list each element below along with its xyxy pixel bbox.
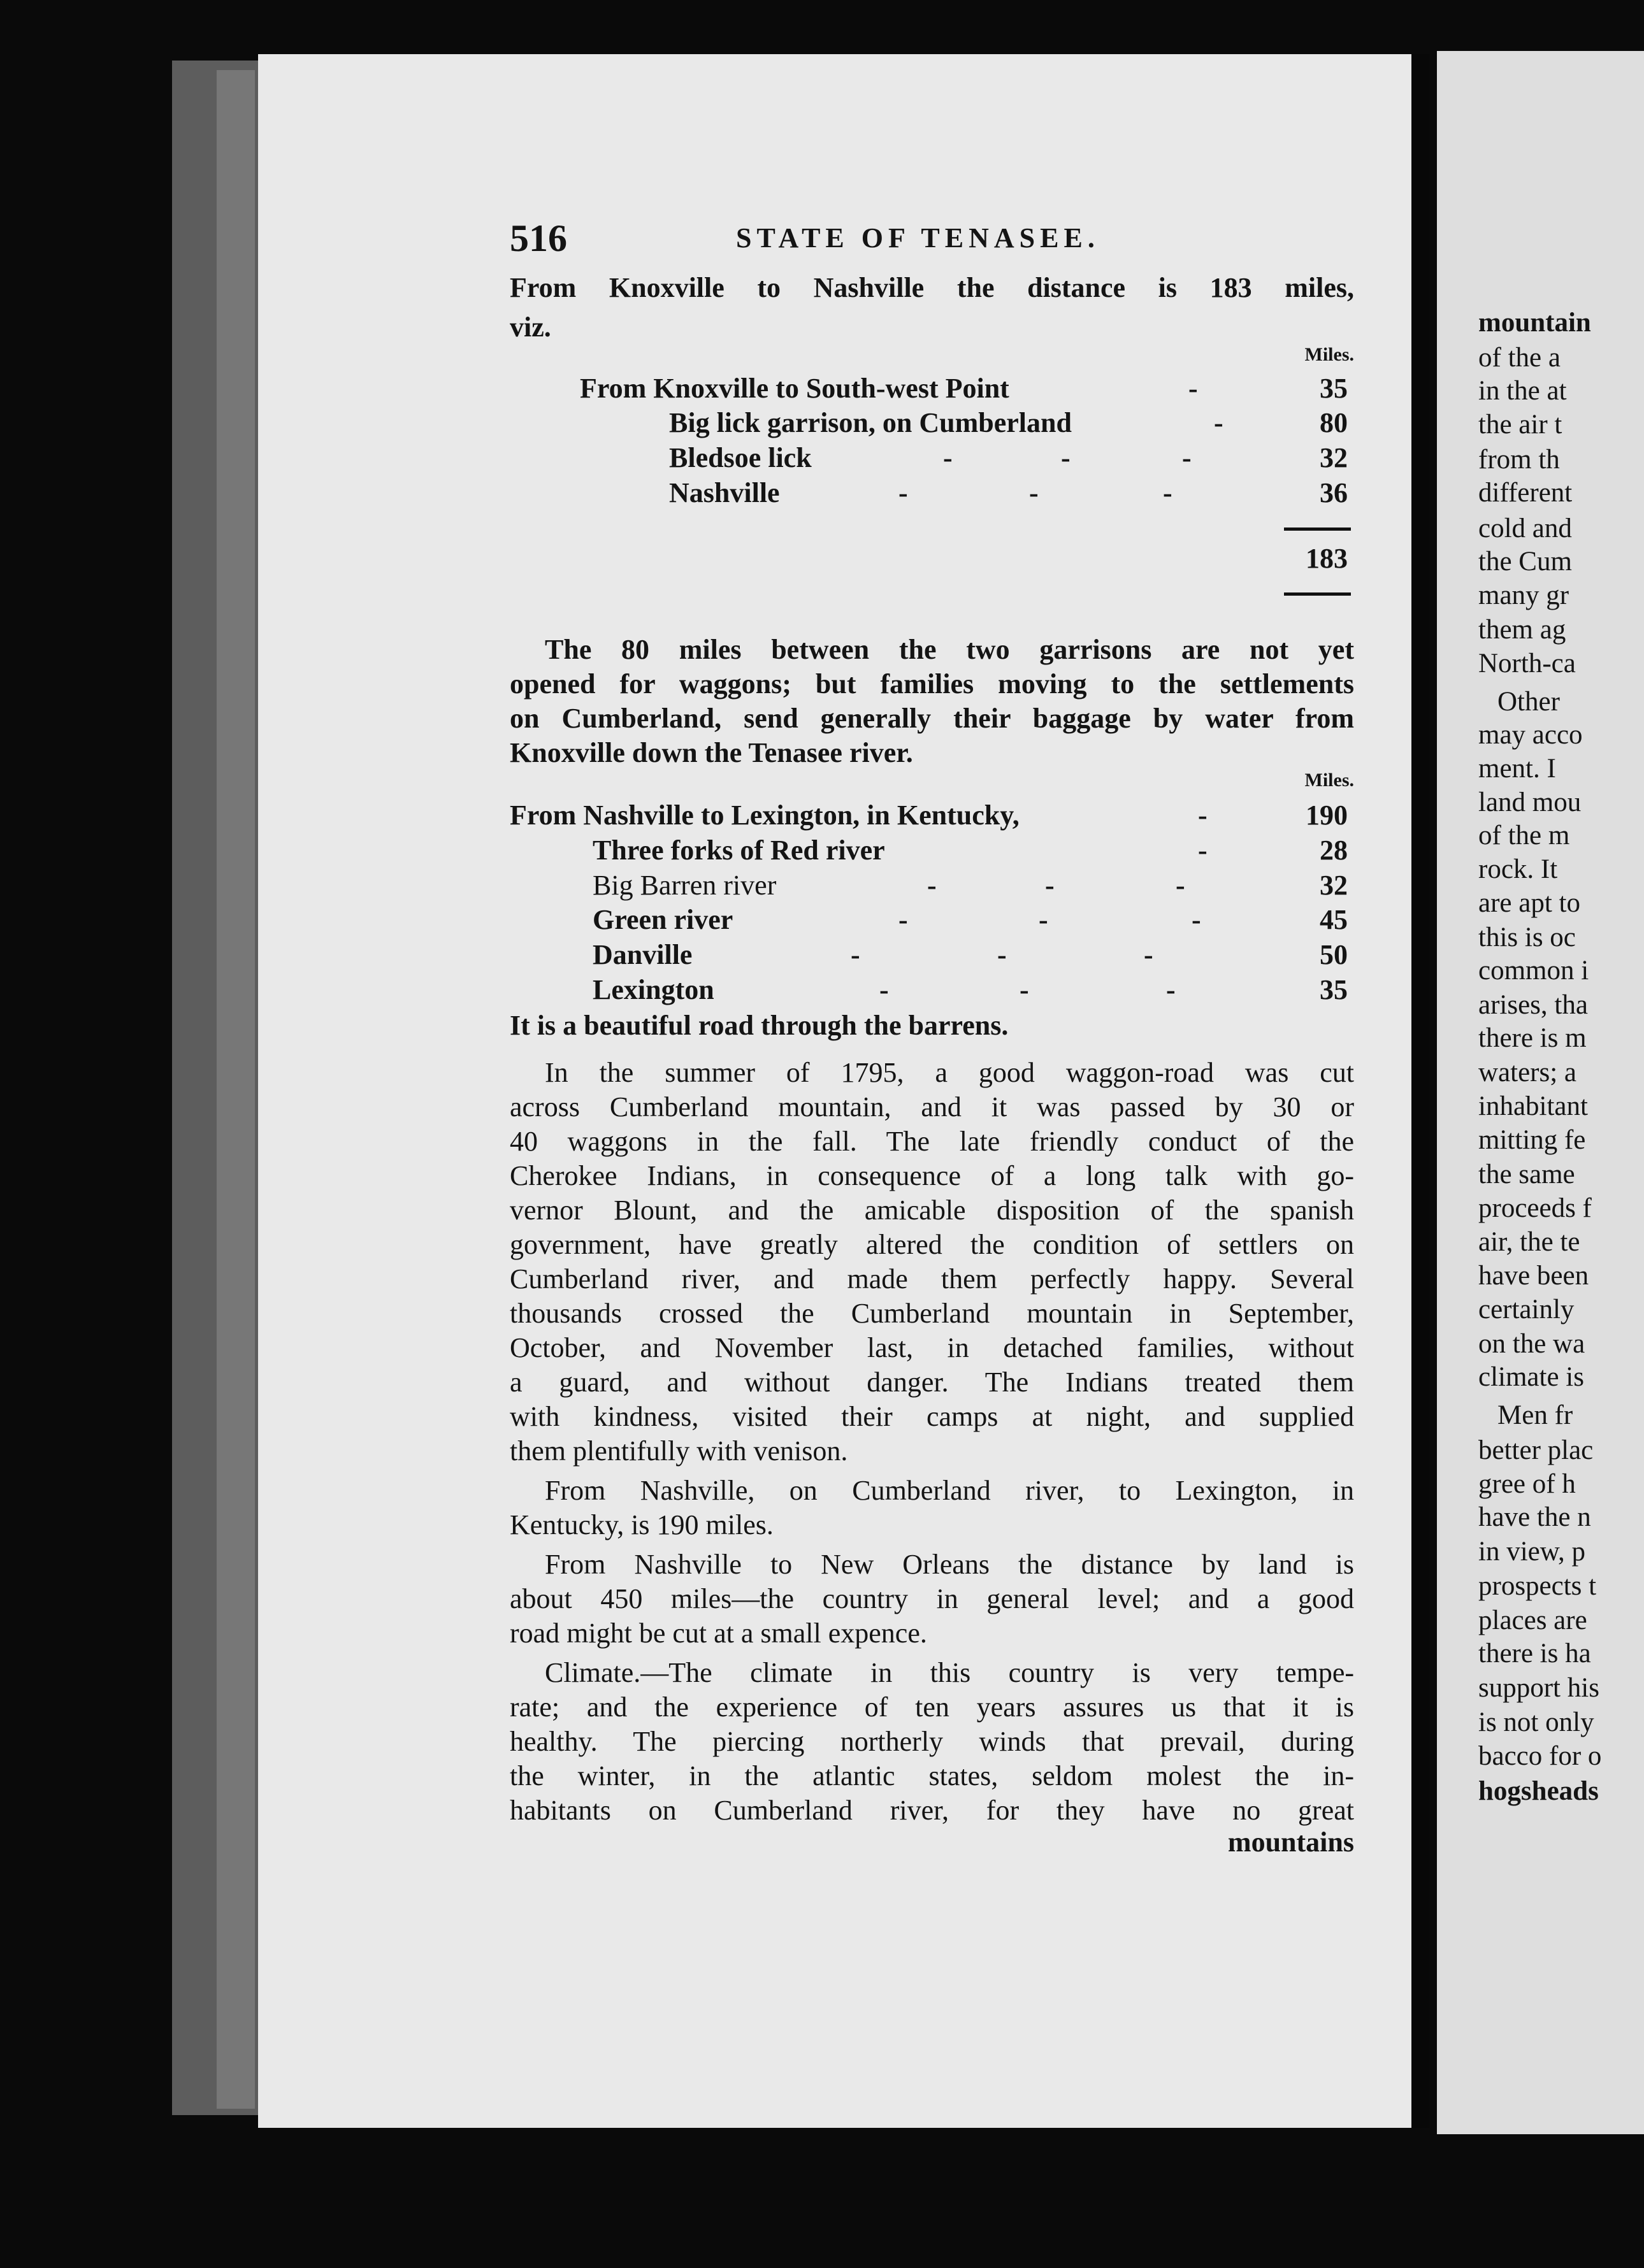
leader-dash: - bbox=[851, 939, 860, 970]
leader-dash: - bbox=[1198, 800, 1208, 831]
right-page-line: the air t bbox=[1478, 410, 1562, 440]
para1-line: opened for waggons; but families moving to the settlements bbox=[510, 668, 1354, 700]
para2-line: In the summer of 1795, a good waggon-road was cut bbox=[545, 1057, 1354, 1088]
table2-row-label: Lexington bbox=[593, 974, 714, 1005]
table1-miles: 32 bbox=[1320, 442, 1348, 473]
table2-row-label: Three forks of Red river bbox=[593, 835, 885, 866]
para4-line: about 450 miles—the country in general level; and a good bbox=[510, 1583, 1354, 1614]
table1-row-label: Nashville bbox=[669, 477, 780, 508]
leader-dash: - bbox=[879, 974, 889, 1005]
table2-miles: 28 bbox=[1320, 835, 1348, 866]
leader-dash: - bbox=[1182, 442, 1192, 473]
right-page-line: in the at bbox=[1478, 376, 1567, 406]
leader-dash: - bbox=[927, 870, 937, 901]
right-page-line: inhabitant bbox=[1478, 1091, 1588, 1121]
right-page-line: on the wa bbox=[1478, 1329, 1585, 1359]
right-page-line: waters; a bbox=[1478, 1058, 1577, 1087]
sum-rule bbox=[1284, 592, 1351, 596]
para2-line: October, and November last, in detached families, without bbox=[510, 1332, 1354, 1363]
right-page-line: ment. I bbox=[1478, 754, 1556, 784]
para2-line: vernor Blount, and the amicable disposition of the spanish bbox=[510, 1195, 1354, 1226]
right-page-line: have been bbox=[1478, 1261, 1589, 1291]
right-page-line: common i bbox=[1478, 956, 1589, 986]
para5-line: habitants on Cumberland river, for they have no great bbox=[510, 1795, 1354, 1826]
para2-line: 40 waggons in the fall. The late friendly conduct of the bbox=[510, 1126, 1354, 1157]
para2-line: with kindness, visited their camps at night, and supplied bbox=[510, 1401, 1354, 1432]
right-page-line: proceeds f bbox=[1478, 1193, 1592, 1223]
right-page bbox=[1437, 51, 1644, 2134]
table1-row-label: Big lick garrison, on Cumberland bbox=[669, 407, 1072, 438]
table1-miles: 36 bbox=[1320, 477, 1348, 508]
right-page-line: North-ca bbox=[1478, 649, 1576, 678]
right-page-line: arises, tha bbox=[1478, 990, 1588, 1020]
leader-dash: - bbox=[997, 939, 1007, 970]
table2-note: It is a beautiful road through the barrens. bbox=[510, 1010, 1009, 1041]
right-page-line: have the n bbox=[1478, 1502, 1591, 1532]
table2-miles: 190 bbox=[1306, 800, 1348, 831]
table2-row-label: From Nashville to Lexington, in Kentucky, bbox=[510, 800, 1020, 831]
right-page-line: is not only bbox=[1478, 1707, 1594, 1737]
right-page-line: climate is bbox=[1478, 1362, 1584, 1392]
para4-line: road might be cut at a small expence. bbox=[510, 1618, 927, 1649]
right-page-line: may acco bbox=[1478, 720, 1583, 750]
table2-miles: 32 bbox=[1320, 870, 1348, 901]
right-page-line: this is oc bbox=[1478, 922, 1576, 952]
para3-line: From Nashville, on Cumberland river, to Lexington, in bbox=[545, 1475, 1354, 1506]
leader-dash: - bbox=[1045, 870, 1055, 901]
para2-line: across Cumberland mountain, and it was passed by 30 or bbox=[510, 1091, 1354, 1123]
leader-dash: - bbox=[1214, 407, 1223, 438]
table2-row-label: Green river bbox=[593, 904, 733, 935]
right-page-line: rock. It bbox=[1478, 854, 1558, 884]
running-head: STATE OF TENASEE. bbox=[736, 222, 1100, 254]
right-page-line: the Cum bbox=[1478, 547, 1572, 577]
intro-line-2: viz. bbox=[510, 312, 551, 343]
para5-line: the winter, in the atlantic states, seldom molest the in- bbox=[510, 1760, 1354, 1791]
table2-row-label: Danville bbox=[593, 939, 693, 970]
para2-line: them plentifully with venison. bbox=[510, 1435, 848, 1467]
right-page-line: cold and bbox=[1478, 513, 1572, 543]
para2-line: government, have greatly altered the condition of settlers on bbox=[510, 1229, 1354, 1260]
table2-miles: 45 bbox=[1320, 904, 1348, 935]
leader-dash: - bbox=[1163, 477, 1172, 508]
table1-total: 183 bbox=[1306, 543, 1348, 574]
table2-miles: 50 bbox=[1320, 939, 1348, 970]
leader-dash: - bbox=[1166, 974, 1176, 1005]
right-page-line: mountain bbox=[1478, 308, 1591, 338]
table1-row-label: From Knoxville to South-west Point bbox=[580, 373, 1009, 404]
table2-row-label: Big Barren river bbox=[593, 870, 777, 901]
para1-line: Knoxville down the Tenasee river. bbox=[510, 737, 913, 768]
table1-miles: 35 bbox=[1320, 373, 1348, 404]
para2-line: thousands crossed the Cumberland mountain in September, bbox=[510, 1298, 1354, 1329]
para4-line: From Nashville to New Orleans the distance by land is bbox=[545, 1549, 1354, 1580]
para2-line: Cumberland river, and made them perfectly happy. Several bbox=[510, 1263, 1354, 1295]
right-page-line: from th bbox=[1478, 445, 1560, 475]
right-page-line: different bbox=[1478, 478, 1573, 508]
leader-dash: - bbox=[1039, 904, 1048, 935]
table2-miles: 35 bbox=[1320, 974, 1348, 1005]
right-page-line: there is m bbox=[1478, 1023, 1587, 1053]
leader-dash: - bbox=[1198, 835, 1208, 866]
para2-line: Cherokee Indians, in consequence of a long talk with go- bbox=[510, 1160, 1354, 1191]
para5-line: rate; and the experience of ten years assures us that it is bbox=[510, 1691, 1354, 1723]
right-page-line: in view, p bbox=[1478, 1537, 1585, 1567]
intro-line-1: From Knoxville to Nashville the distance is 183 miles, bbox=[510, 272, 1354, 303]
page-number: 516 bbox=[510, 217, 567, 259]
sum-rule bbox=[1284, 528, 1351, 531]
right-page-line: mitting fe bbox=[1478, 1125, 1586, 1155]
right-page-line: places are bbox=[1478, 1605, 1587, 1635]
para3-line: Kentucky, is 190 miles. bbox=[510, 1509, 774, 1540]
right-page-line: Other bbox=[1497, 687, 1560, 717]
right-page-line: bacco for o bbox=[1478, 1741, 1602, 1771]
para2-line: a guard, and without danger. The Indians treated them bbox=[510, 1367, 1354, 1398]
right-page-line: there is ha bbox=[1478, 1639, 1591, 1669]
table1-row-label: Bledsoe lick bbox=[669, 442, 812, 473]
leader-dash: - bbox=[1061, 442, 1071, 473]
right-page-line: are apt to bbox=[1478, 888, 1580, 918]
table1-miles: 80 bbox=[1320, 407, 1348, 438]
leader-dash: - bbox=[1188, 373, 1198, 404]
right-page-line: of the m bbox=[1478, 821, 1570, 850]
para5-line: healthy. The piercing northerly winds that prevail, during bbox=[510, 1726, 1354, 1757]
table2-unit-header: Miles. bbox=[1304, 770, 1354, 791]
binding-edge bbox=[217, 70, 255, 2109]
leader-dash: - bbox=[1176, 870, 1185, 901]
right-page-line: of the a bbox=[1478, 343, 1561, 373]
right-page-line: the same bbox=[1478, 1159, 1575, 1189]
right-page-line: air, the te bbox=[1478, 1227, 1580, 1257]
leader-dash: - bbox=[898, 477, 908, 508]
right-page-line: Men fr bbox=[1497, 1400, 1573, 1430]
leader-dash: - bbox=[1144, 939, 1153, 970]
table1-unit-header: Miles. bbox=[1304, 344, 1354, 365]
gutter bbox=[1411, 54, 1429, 2128]
leader-dash: - bbox=[1029, 477, 1039, 508]
para5-line: Climate.—The climate in this country is very tempe- bbox=[545, 1657, 1354, 1688]
para1-line: The 80 miles between the two garrisons are not yet bbox=[545, 634, 1354, 665]
right-page-line: certainly bbox=[1478, 1295, 1575, 1324]
right-page-line: them ag bbox=[1478, 615, 1566, 645]
leader-dash: - bbox=[1020, 974, 1029, 1005]
catchword: mountains bbox=[1227, 1827, 1354, 1858]
leader-dash: - bbox=[1192, 904, 1201, 935]
right-page-line: hogsheads bbox=[1478, 1776, 1599, 1806]
right-page-line: many gr bbox=[1478, 580, 1569, 610]
right-page-line: prospects t bbox=[1478, 1571, 1597, 1601]
para1-line: on Cumberland, send generally their baggage by water from bbox=[510, 703, 1354, 734]
right-page-line: support his bbox=[1478, 1673, 1599, 1703]
leader-dash: - bbox=[943, 442, 953, 473]
right-page-line: better plac bbox=[1478, 1435, 1594, 1465]
right-page-line: gree of h bbox=[1478, 1469, 1576, 1499]
page-header bbox=[510, 217, 1354, 259]
right-page-line: land mou bbox=[1478, 787, 1582, 817]
leader-dash: - bbox=[898, 904, 908, 935]
